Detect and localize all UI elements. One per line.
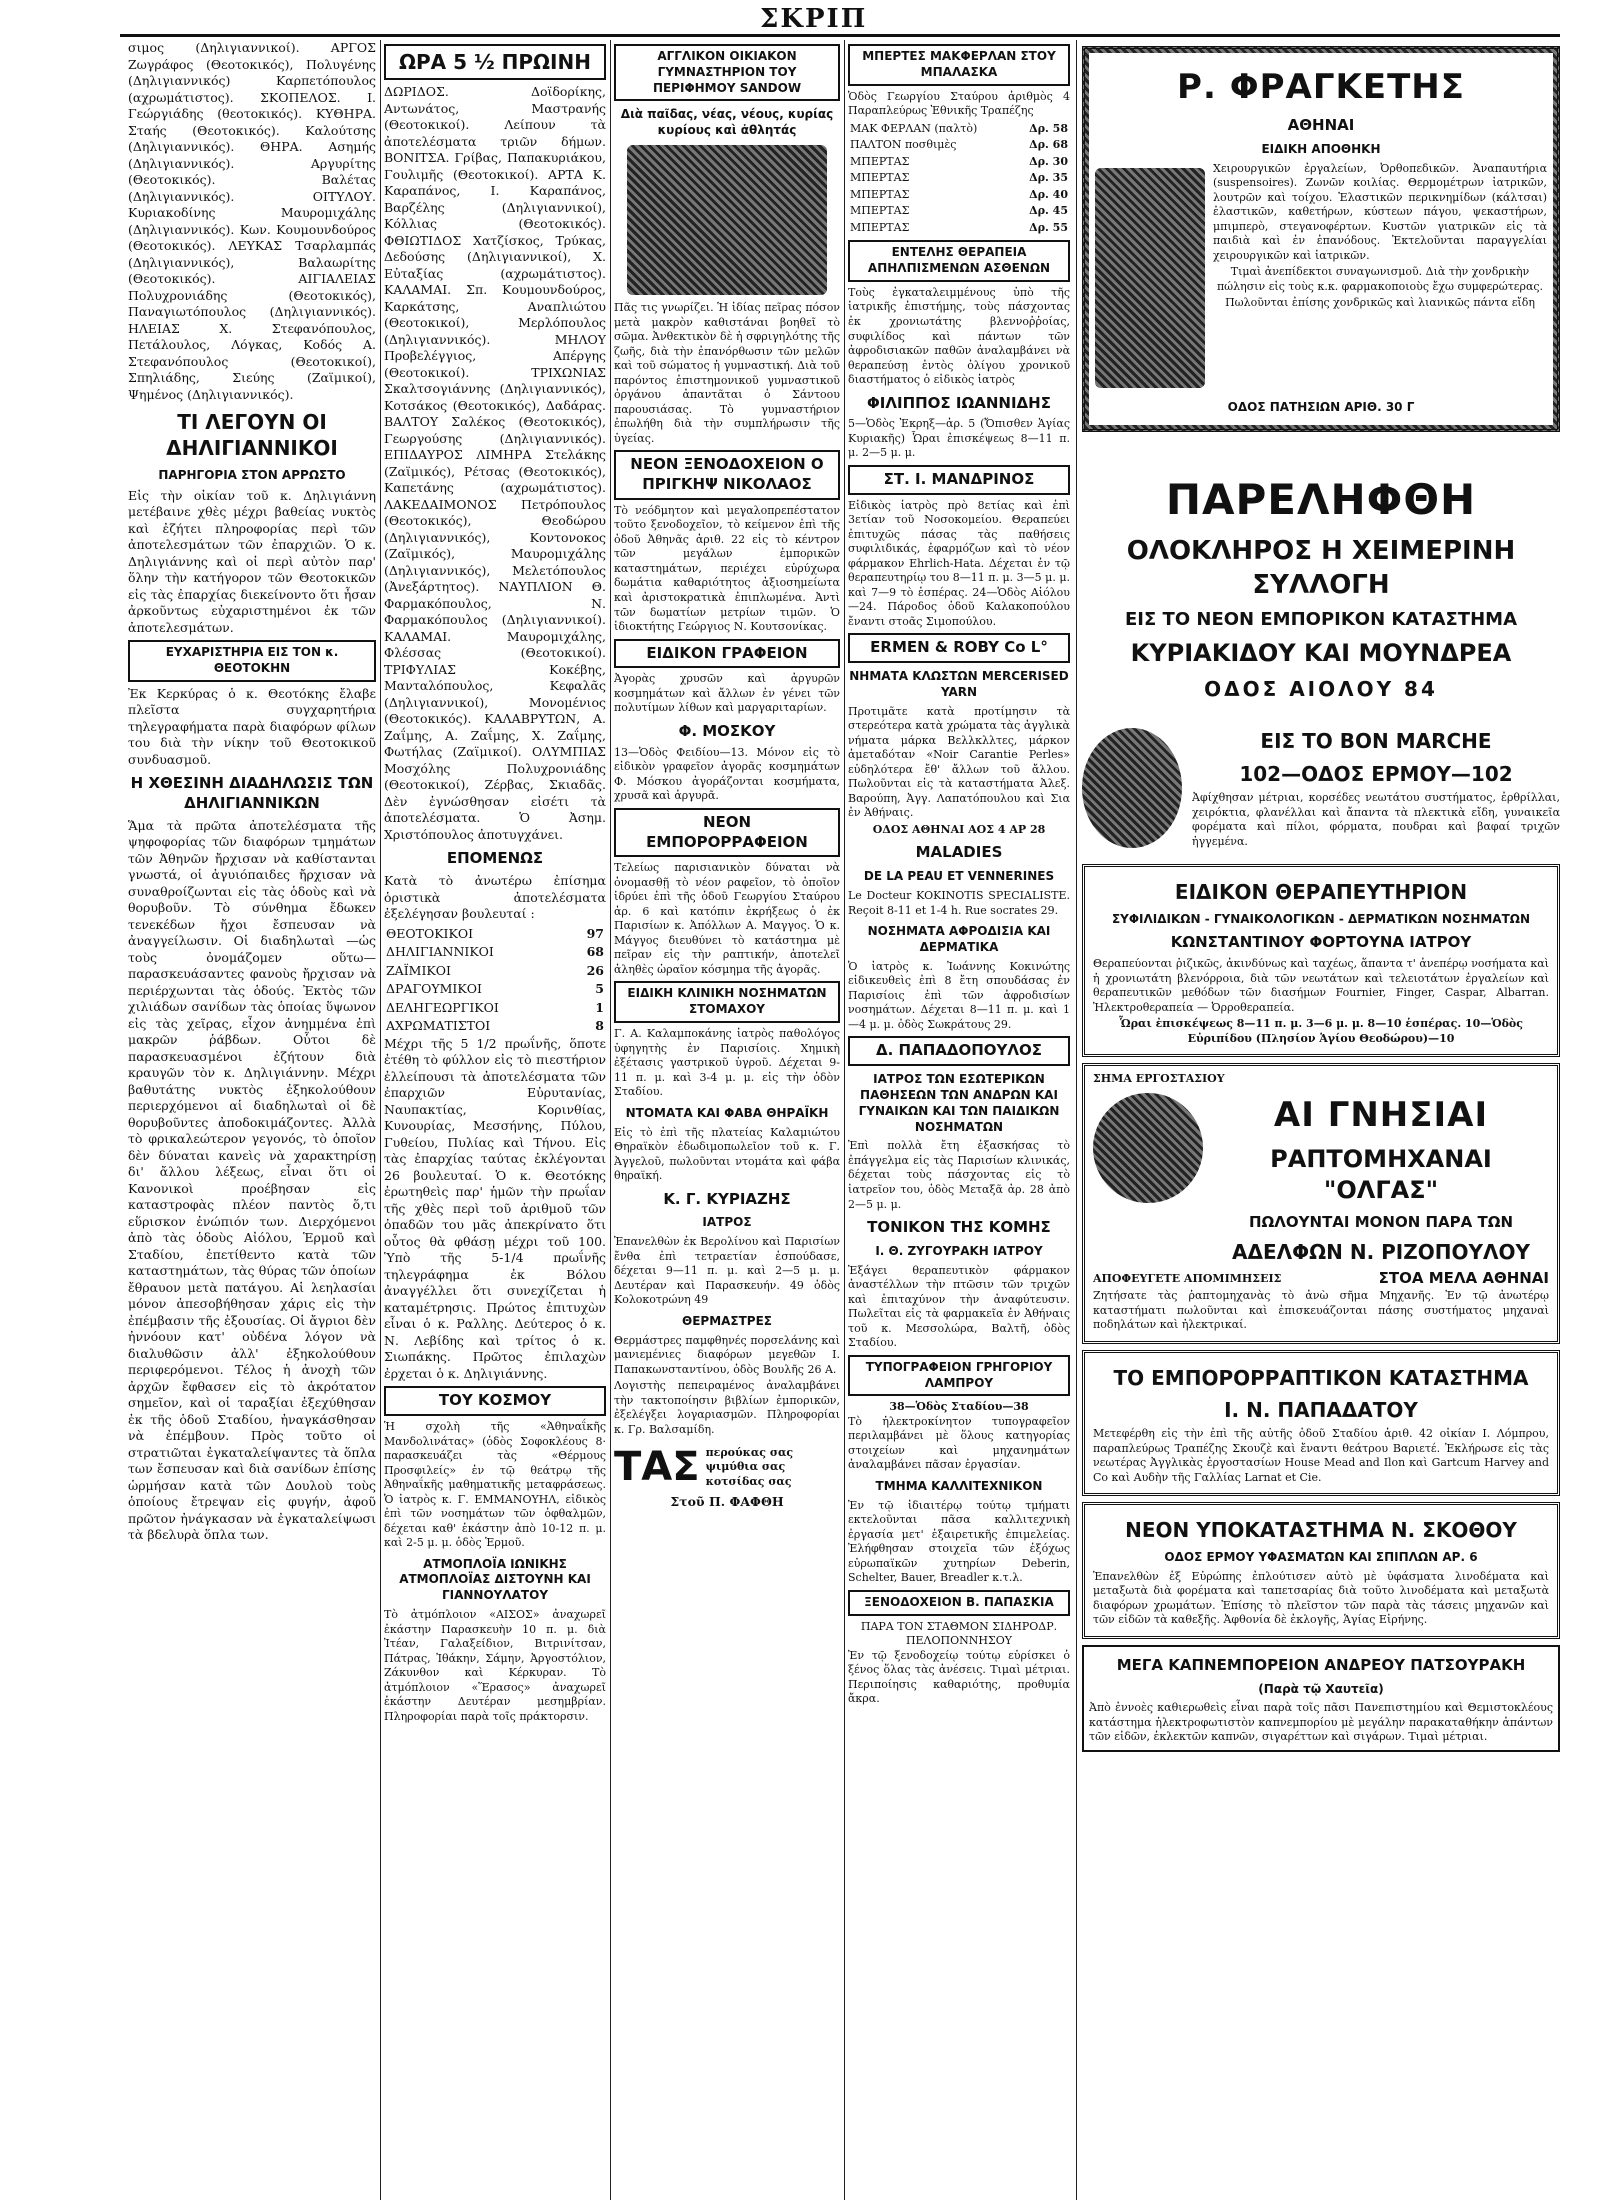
raptomichanai-line5: ΣΤΟΑ ΜΕΛΑ ΑΘΗΝΑΙ [1378,1269,1549,1288]
tas-ad [614,1441,840,1494]
pareliftheh-line4: ΚΥΡΙΑΚΙΔΟΥ ΚΑΙ ΜΟΥΝΔΡΕΑ [1130,639,1512,668]
papadatou-title: ΤΟ ΕΜΠΟΡΟΡΡΑΠΤΙΚΟΝ ΚΑΤΑΣΤΗΜΑ [1113,1365,1529,1390]
table-row [848,170,1070,187]
table-row [384,943,606,962]
party-name: ΘΕΟΤΟΚΙΚΟΙ [386,925,474,941]
ad-fragketis-inner [1089,53,1553,425]
party-name: ΖΑΪΜΙΚΟΙ [386,962,451,978]
headline-maladies: MALADIES [915,843,1003,862]
fragketis-city: ΑΘΗΝΑΙ [1287,115,1355,134]
table-row [848,220,1070,237]
article-text: Εἰς τὸ ἐπὶ τῆς πλατείας Καλαμιώτου Θηραϊκὸν ἐδωδιμοπωλεῖον τοῦ κ. Γ. Ἀγγελοῦ, πωλοῦνται ντομάτα καὶ φάβα θηραϊκή. [614,1125,840,1183]
raptomichanai-text [1213,1087,1549,1269]
article-text: Τὸ ἀτμόπλοιον «ΑΙΣΟΣ» ἀναχωρεῖ ἐκάστην Παρασκευὴν 10 π. μ. διὰ Ἰτέαν, Γαλαξείδιον, Βιτρινίτσαν, Πάτρας, Ἰθάκην, Σάμην, Ἀργοστόλιον, Ζάκυνθον καὶ Κέρκυραν. Τὸ ἀτμόπλοιον «Ἕρασος» ἀναχωρεῖ ἑκάστην Δευτέραν μεσημβρίαν. Πληροφορίαι παρὰ τοῖς πράκτορσιν. [384,1608,606,1723]
corset-illustration [1095,168,1205,388]
article-text: Ζητήσατε τὰς ῥαπτομηχανὰς τὸ ἀνὼ σῆμα Μηχανῆς. Ἐν τῷ ἀνωτέρῳ καταστήματι πωλοῦνται καὶ ἐπισκευάζονται πάσης συστήματος μηχαναὶ ποδηλάτων καὶ ἠλεκτρικαί. [1093,1289,1549,1332]
article-text: Ἡ σχολὴ τῆς «Ἀθηναΐκῆς Μανδολινάτας» (ὁδὸς Σοφοκλέους 8· παρασκευάζει τὰς «Θέρμους Προσφιλείς» ἐν τῷ θεάτρῳ τῆς Ἀθηναΐκῆς μαθηματικῆς μεταφράσεως. Ὁ ἰατρὸς κ. Γ. ΕΜΜΑΝΟΥΗΛ, εἰδικὸς ἐπὶ τῶν νοσημάτων τῶν ὀφθαλμῶν, δέχεται καθ' ἑκάστην ἀπὸ 10-12 π. μ. καὶ 2-5 μ. μ. ὁδὸς Ἑρμοῦ. [384,1419,606,1550]
results-text: ΔΩΡΙΔΟΣ. Δοϊδορίκης, Αντωνάτος, Μαστρανής (Θεοτοκικοί). Λείπουν τὰ ἀποτελέσματα τριῶν δήμων. ΒΟΝΙΤΣΑ. Γρίβας, Παπακυριάκου, Γουλιμῆς (Θεοτοκικοί). ΑΡΤΑ Κ. Καραπάνος, Ι. Καραπάνος, Βαρζέλης (Δηλιγιαννικοί), Κόλλιας (Θεοτοκικός). ΦΘΙΩΤΙΔΟΣ Χατζίσκος, Τρύκας, Δεδούσης (Δηλιγιαννικοί), Χ. Εὐταξίας (αχρωμάτιστος). ΚΑΛΑΜΑΙ. Σπ. Κουμουνδούρος, Καρκάτσης, Αναπλιώτου (Θεοτοκικοί), Μερλόπουλος (Δηλιγιαννικός). ΜΗΛΟΥ Προβελέγγιος, Απέργης (Θεοτοκικοί). ΤΡΙΧΩΝΙΑΣ Σκαλτσογιάννης (Δηλιγιαννικός), Κοτσάκος (Θεοτοκικός), Δαδάρας. ΒΑΛΤΟΥ Σαλέκος (Θεοτοκικός), Γεωργούσης (Δηλιγιαννικός). ΕΠΙΔΑΥΡΟΣ ΛΙΜΗΡΑ Στελάκης (Ζαϊμικός), Ρέτσας (Θεοτοκικός), Καπετάνης (αχρωμάτιστος). ΛΑΚΕΔΑΙΜΟΝΟΣ Πετρόπουλος (Θεοτοκικός), Θεοδώρου (Δηλιγιαννικός), Κοντονοκος (Ζαϊμικός), Μαυρομιχάλης (Δηλιγιαννικός), Μελετόπουλος (Ἀνεξάρτητος). ΝΑΥΠΛΙΟΝ Θ. Φαρμακόπουλος, Ν. Φαρμακόπουλος (Δηλιγιαννικοί). ΚΑΛΑΜΑΙ. Μαυρομιχάλης, Φλέσσας (Θεοτοκικοί). ΤΡΙΦΥΛΙΑΣ Κοκέβης, Μανταλόπουλος, Κεφαλᾶς (Δηλιγιαννικοί), Μονομένιος (Θεοτοκικός). ΚΑΛΑΒΡΥΤΩΝ, Α. Ζαΐμης, Α. Ζαΐμης, Χ. Ζαΐμης, Φωτήλας (Ζαϊμικοί). ΟΛΥΜΠΙΑΣ Μοσχόλης Πολυχρονιάδης (Θεοτοκικοί), Ζέρβας, Σκιαδᾶς. Δὲν ἐγνώσθησαν εἰσέτι τὰ ἀποτελέσματα. Ὁ Ἀσημ. Χριστόπουλος ἀποτυγχάνει. [384,84,606,842]
name-ioannidis: ΦΙΛΙΠΠΟΣ ΙΩΑΝΝΙΔΗΣ [867,393,1051,412]
ad-pareliftheh [1082,472,1560,702]
article-text: Χειρουργικῶν ἐργαλείων, Ὀρθοπεδικῶν. Ἀναπαυτήρια (suspensoires). Ζωνῶν κοιλίας. Θερμομέτρων ἰατρικῶν, λουτρῶν καὶ τοίχου. Ἐλαστικῶν περικνημίδων (κάλτσαι) ἐλαστικῶν, καθετήρων, κύστεων πάγου, ψεκαστήρων, μπιμπερὸ, στεγανοφέρτων. Κυστῶν γιατρικῶν εἰς τὰ παιδιὰ καὶ ἐν ἐπανόδους. Ἐκτελοῦνται παραγγελίαι χειρουργικῶν καὶ ἰατρικῶν. [1213,161,1547,262]
name-zygouraki: Ι. Θ. ΖΥΓΟΥΡΑΚΗ ΙΑΤΡΟΥ [875,1243,1043,1258]
table-row [848,137,1070,154]
pareliftheh-line5: ΟΔΟΣ ΑΙΟΛΟΥ 84 [1204,676,1438,701]
headline-diadilosis: Η ΧΘΕΣΙΝΗ ΔΙΑΔΗΛΩΣΙΣ ΤΩΝ ΔΗΛΙΓΙΑΝΝΙΚΩΝ [130,774,374,813]
seat-count: 8 [595,1018,604,1034]
subhead-parigoria: ΠΑΡΗΓΟΡΙΑ ΣΤΟΝ ΑΡΡΩΣΤΟ [158,467,346,482]
headline-papaskia: ΞΕΝΟΔΟΧΕΙΟΝ Β. ΠΑΠΑΣΚΙΑ [848,1590,1070,1616]
table-row [848,154,1070,171]
article-text: Πᾶς τις γνωρίζει. Ἡ ἰδίας πεῖρας πόσον μετὰ μακρὸν καθιστάναι βοηθεῖ τὸ σῶμα. Ἀνθεκτικὸν δὲ ἡ σφριγηλότης τῆς ζωῆς, διὰ τὴν ἐπανόρθωσιν τῶν μελῶν καὶ τοῦ σώματος ἡ γυμναστική. Διὰ τοῦ παρόντος ἐπιστημονικοῦ γυμναστικοῦ ὀργάνου ἀπαντᾶται ὁ Σάντοου παρουσιάσας. Τὸ γυμναστήριον ἐπωλήθη διὰ τὴν συμπλήρωσιν τῆς ὑγείας. [614,301,840,445]
table-row [848,203,1070,220]
article-text: Ἐκ Κερκύρας ὁ κ. Θεοτόκης ἔλαβε πλεῖστα συγχαρητήρια τηλεγραφήματα παρὰ διαφόρων φίλων του διὰ τὴν νίκην τοῦ Θεοτοκικοῦ συνδυασμοῦ. [128,685,376,767]
article-text: Le Docteur KOKINOTIS SPECIALISTE. Reçoit 8-11 et 1-4 h. Rue socrates 29. [848,889,1070,917]
headline-atmoploia: ΑΤΜΟΠΛΟΪΑ ΙΩΝΙΚΗΣ ΑΤΜΟΠΛΟΪΑΣ ΔΙΣΤΟΥΝΗ ΚΑΙ ΓΙΑΝΝΟΥΛΑΤΟΥ [399,1556,591,1603]
raptomichanai-left: ΑΠΟΦΕΥΓΕΤΕ ΑΠΟΜΙΜΗΣΕΙΣ [1093,1271,1282,1285]
papadatou-name: Ι. Ν. ΠΑΠΑΔΑΤΟΥ [1224,1397,1418,1422]
seat-count: 68 [586,944,604,960]
article-text: Ἐν τῷ ξενοδοχείῳ τούτῳ εὑρίσκει ὁ ξένος ὅλας τὰς ἀνέσεις. Τιμαὶ μέτριαι. Περιποίησις καθαριότης, προθυμία ἄκρα. [848,1648,1070,1706]
article-text: Ἐπανελθὼν ἐξ Εὐρώπης ἐπλούτισεν αὐτὸ μὲ ὑφάσματα λινοδέματα καὶ μεταξωτὰ διὰ φορέματα καὶ ταπετσαρίας διὰ τοῦτο λινοδέματα καὶ μεταξωτὰ διαφόρων χρωμάτων. Ἐπίσης τὸ πλεῖστον τῶν παρὰ τὰς τάσεις μηχανῶν καὶ τῶν εἰδῶν τὰ καθεξῆς. Ἀφθονία δὲ ἐκλογῆς, Ἁγίας Εἰρήνης. [1093,1569,1549,1627]
table-row [384,925,606,944]
article-text: Ἀπὸ ἐννοὲς καθιερωθεὶς εἶναι παρὰ τοῖς πᾶσι Πανεπιστημίου καὶ Θεμιστοκλέους κατάστημα ἡλεκτροφωτιστὸν καπνεμπορίου μὲ μεγάλην παρακαταθήκην ἁπάντων τῶν εἰδῶν, ἐκλεκτῶν καπνῶν, σιγαρέττων καὶ σιγάρων. Τιμαὶ μέτριαι. [1089,1701,1553,1744]
price-value: Δρ. 68 [1029,138,1068,152]
name-mandrinos: ΣΤ. Ι. ΜΑΝΔΡΙΝΟΣ [848,465,1070,495]
headline-tmima: ΤΜΗΜΑ ΚΑΛΛΙΤΕΧΝΙΚΟΝ [875,1478,1043,1493]
column-3 [614,40,840,2200]
pareliftheh-line2: ΟΛΟΚΛΗΡΟΣ Η ΧΕΙΜΕΡΙΝΗ ΣΥΛΛΟΓΗ [1126,535,1516,601]
tas-line: ψιμύθια σας [705,1460,786,1474]
ad-fragketis [1082,46,1560,432]
seat-count: 26 [586,962,604,978]
portrait-illustration [1082,728,1182,848]
skothou-title: ΝΕΟΝ ΥΠΟΚΑΤΑΣΤΗΜΑ Ν. ΣΚΟΘΟΥ [1125,1518,1517,1543]
seat-count: 5 [595,981,604,997]
article-text: Γ. Α. Καλαμποκάνης ἰατρὸς παθολόγος ὑφηγητὴς ἐν Παρισίοις. Χημικὴ ἐξέτασις γαστρικοῦ ὑγροῦ. Δέχεται 9-11 π. μ. καὶ 3-4 μ. μ. εἰς τὴν ὁδὸν Σταδίου. [614,1027,840,1099]
subhead-nimata: ΝΗΜΑΤΑ ΚΛΩΣΤΩΝ MERCERISED YARN [849,669,1069,699]
ad-patsouraki [1082,1645,1560,1752]
seat-count: 97 [586,925,604,941]
price-item: ΜΠΕΡΤΑΣ [850,171,910,185]
price-value: Δρ. 58 [1029,121,1068,135]
article-text: Ὁδὸς Γεωργίου Σταύρου ἀριθμὸς 4 Παραπλεύρως Ἐθνικῆς Τραπέζης [848,89,1070,118]
article-text: Ἅμα τὰ πρῶτα ἀποτελέσματα τῆς ψηφοφορίας τῶν διαφόρων τμημάτων τῶν Ἀθηνῶν ἤρχισαν νὰ καθίστανται γνωστά, οἱ ἀγυιόπαιδες ἤρχισαν νὰ συναθροίζωνται εἰς τὰς ὁδοὺς καὶ νὰ θορυβοῦν. Τὸ σύνθημα ἔδωκεν τενεκέδων ἤχοι ἔσπευσαν νὰ ἀναγγείλωσιν. Οἱ διαδηλωταὶ —ὡς τοὺς ὀνομάζομεν οὕτω— παρασκευάσαντες φανοὺς ἤρχισαν νὰ περιέρχωνται τὰς ὁδούς. Ἐκτὸς τῶν χιλιάδων σανίδων τὰς ὁποίας ὕψωνον εἰς τὰς χεῖρας, εἶχον ἀνημμένα ἐπὶ μακρῶν ῥάβδων. Οὗτοι δὲ παρασκευασμένοι ἐζήτουν διὰ κραυγῶν τὸν κ. Δηλιγιάννην. Μέχρι βαθυτάτης νυκτὸς ἐξηκολούθουν περιερχόμενοι αἱ διαδηλωταὶ οἱ δὲ θορυβοῦντες ἀποδοκιμάζοντες. Ἀλλὰ τὸ φρικαλεώτερον γεγονός, τὸ ὁποῖον δὲν δύναται κανεὶς νὰ χαρακτηρίσῃ δι' ἄλλου λέξεως, εἶναι ὅτι οἱ Κανονικοὶ προέβησαν εἰς καταστροφὰς πλέον παντὸς ὅ,τι εὕρισκον ἐνώπιόν των. Διερχόμενοι ἀπὸ τὰς ὁδοὺς Αἰόλου, Ἑρμοῦ καὶ Σταδίου, ἐπετίθεντο κατὰ τῶν καταστημάτων, τὰς θύρας τῶν ὁποίων ἔθραυον μετὰ πατάγου. Αἱ λεηλασίαι μόνον ἀπεσοβήθησαν χάρις εἰς τὴν ἐπέμβασιν τῆς ἐξουσίας. Οἱ ἄγριοι δὲν ἠννόουν κατ' οὐδένα λόγον νὰ διαλυθῶσιν ἀλλ' ἐξηκολούθουν περιφερόμενοι. Τέλος ἡ ἀνοχὴ τῶν ἀρχῶν ἔφθασεν εἰς τὸ ἀκρότατον σημεῖον, καὶ οἱ ταραξίαι ἐξεχύθησαν ἐκ τῆς ὁδοῦ Σταδίου, ἠναγκάσθησαν νὰ ἐπέμβουν. Πρὸς τοῦτο οἱ στρατιῶται ἐγκαταλείψαντες τὰ ὅπλα των ἔσπευσαν καὶ διὰ σανίδων ἐπίσης ὡρμήσαν κατὰ τῶν Δουλοὺ τοὺς ὁποίους ἔτρεψαν εἰς φυγήν, ἀφοῦ πρῶτον ἠνάγκασαν νὰ ἐγκαταλείψωσι τὰ βδελυρὰ ὅπλα των. [128,817,376,1543]
column-1 [128,40,376,2200]
headline-sandow: ΑΓΓΛΙΚΟΝ ΟΙΚΙΑΚΟΝ ΓΥΜΝΑΣΤΗΡΙΟΝ ΤΟΥ ΠΕΡΙΦΗΜΟΥ SANDOW [614,44,840,101]
article-text: Θεραπεύονται ῥιζικῶς, ἀκινδύνως καὶ ταχέως, ἅπαντα τ' ἀνεπέρῳ νοσήματα καὶ ἡ χρονιωτάτη βλενόρροια, διὰ τῶν νεωτάτων καὶ τελειοτάτων ἐργαλείων καὶ θεραπευτικῶν μεθόδων τῶν διασήμων Fournier, Finger, Caspar, Albarran. Ἠλεκτροθεραπεία — Ὀρροθεραπεία. [1093,957,1549,1014]
party-name: ΔΗΛΙΓΙΑΝΝΙΚΟΙ [386,944,494,960]
raptomichanai-bottom [1093,1269,1549,1289]
headline-typografeion: ΤΥΠΟΓΡΑΦΕΙΟΝ ΓΡΗΓΟΡΙΟΥ ΛΑΜΠΡΟΥ [848,1355,1070,1397]
column-rule [380,40,381,2200]
table-row [384,980,606,999]
article-text: Ἐξάγει θεραπευτικὸν φάρμακον ἀναστέλλων τὴν πτῶσιν τῶν τριχῶν καὶ ἐπιταχύνον τὴν ἀναφύτευσιν. Πωλεῖται εἰς τὰ φαρμακεῖα ἐν Ἀθήναις τοῦ κ. Μεσσολώρα, Βαλτῆ, ὁδὸς Σταδίου. [848,1263,1070,1350]
article-text: Ὁ ἰατρὸς κ. Ἰωάννης Κοκινώτης εἰδικευθεὶς ἐπὶ 8 ἔτη σπουδάσας ἐν Παρισίοις ἐπὶ τῶν ἀφροδισίων νοσημάτων. Δέχεται 8—11 π. μ. καὶ 1—4 μ. μ. ὁδὸς Σωκράτους 29. [848,959,1070,1031]
skothou-sub: ΟΔΟΣ ΕΡΜΟΥ ΥΦΑΣΜΑΤΩΝ ΚΑΙ ΣΠΙΠΛΩΝ ΑΡ. 6 [1164,1549,1478,1564]
ad-skothou [1082,1502,1560,1638]
party-name: ΔΕΛΗΓΕΩΡΓΙΚΟΙ [386,999,499,1015]
headline-nosimata: ΝΟΣΗΜΑΤΑ ΑΦΡΟΔΙΣΙΑ ΚΑΙ ΔΕΡΜΑΤΙΚΑ [867,924,1051,954]
headline-ti-legoun: ΤΙ ΛΕΓΟΥΝ ΟΙ ΔΗΛΙΓΙΑΝΝΙΚΟΙ [166,410,338,461]
column-4 [848,40,1070,2200]
price-value: Δρ. 55 [1029,220,1068,234]
ad-raptomichanai [1082,1063,1560,1343]
masthead-title: ΣΚΡΙΠ [760,4,868,34]
seat-count: 1 [595,999,604,1015]
column-rule [610,40,611,2200]
price-value: Δρ. 45 [1029,204,1068,218]
table-row [384,1017,606,1036]
results-table [384,925,606,1036]
column-5 [1082,40,1560,2200]
party-name: ΔΡΑΓΟΥΜΙΚΟΙ [386,981,482,997]
article-text: Εἰς τὴν οἰκίαν τοῦ κ. Δηλιγιάννη μετέβαινε χθὲς μέχρι βαθείας νυκτὸς καὶ ἐζήτει πληροφορίας περὶ τῶν ἀποτελεσμάτων τῶν ἐπαρχιῶν. Ὁ κ. Δηλιγιάννης καὶ οἱ περὶ αὐτὸν παρ' ὅλην τὴν κατήγορον τῶν Θεοτοκικῶν εἰς τὰς ἐπαρχίας διεκείνοντο ὅτι ἦσαν ἀρκοῦντως εὐχαριστημένοι ἐκ τῶν ἀποτελεσμάτων. [128,487,376,635]
address-line: ΟΔΟΣ ΑΘΗΝΑΙ ΑΟΣ 4 ΑΡ 28 [872,822,1046,836]
raptomichanai-content [1093,1087,1549,1269]
tas-line: κοτσίδας σας [705,1474,792,1488]
price-item: ΜΠΕΡΤΑΣ [850,220,910,234]
raptomichanai-line2: ΡΑΠΤΟΜΗΧΑΝΑΙ "ΟΛΓΑΣ" [1270,1144,1492,1205]
headline-mpertes: ΜΠΕΡΤΕΣ ΜΑΚΦΕΡΛΑΝ ΣΤΟΥ ΜΠΑΛΑΣΚΑ [848,44,1070,86]
seal-illustration [1093,1093,1203,1203]
pareliftheh-line1: ΠΑΡΕΛΗΦΘΗ [1165,475,1477,525]
headline-iatros-esoterikon: ΙΑΤΡΟΣ ΤΩΝ ΕΣΩΤΕΡΙΚΩΝ ΠΑΘΗΣΕΩΝ ΤΩΝ ΑΝΔΡΩΝ ΚΑΙ ΓΥΝΑΙΚΩΝ ΚΑΙ ΤΩΝ ΠΑΙΔΙΚΩΝ ΝΟΣΗΜΑΤΩΝ [858,1072,1060,1134]
headline-kliniki: ΕΙΔΙΚΗ ΚΛΙΝΙΚΗ ΝΟΣΗΜΑΤΩΝ ΣΤΟΜΑΧΟΥ [614,981,840,1023]
subhead-stathmon: ΠΑΡΑ ΤΟΝ ΣΤΑΘΜΟΝ ΣΙΔΗΡΟΔΡ. ΠΕΛΟΠΟΝΝΗΣΟΥ [860,1619,1058,1648]
therapeutirion-sub: ΣΥΦΙΛΙΔΙΚΩΝ - ΓΥΝΑΙΚΟΛΟΓΙΚΩΝ - ΔΕΡΜΑΤΙΚΩΝ ΝΟΣΗΜΑΤΩΝ [1111,911,1531,926]
article-text: Τελείως παρισιανικὸν δύναται νὰ ὀνομασθῇ τὸ νέον ραφεῖον, τὸ ὁποῖον ἱδρύει ἐπὶ τῆς ὁδοῦ Γεωργίου Σταύρου ἀρ. 6 καὶ κατόπιν ἐκρήξεως ὁ ἐκ Παρισίων κ. Ἀπόλλων Α. Μαγγος. Ὁ κ. Μάγγος διευθύνει τὸ κατάστημα μὲ πεῖραν εἰς τὴν ραπτικήν, ἀποτελεῖ ἀληθὲς ὡραῖον κόσμημα τῆς ἀγορᾶς. [614,861,840,976]
tas-foot: Στοῦ Π. ΦΑΦΘΗ [670,1494,784,1510]
article-text: Εἰδικὸς ἰατρὸς πρὸ 8ετίας καὶ ἐπὶ 3ετίαν τοῦ Νοσοκομείου. Θεραπεύει ἐπιτυχῶς πάσας τὰς παθήσεις συφιλιδικάς, ἐφαρμόζων καὶ τὸ νέον φάρμακον Ehrlich-Hata. Δέχεται ἐν τῷ θεραπευτηρίῳ του 8—11 π. μ. 3—5 μ. μ. καὶ 7—9 τὸ ἑσπέρας. 24—Ὁδὸς Αἰόλου—24. Πάροδος ὁδοῦ Καλακοπούλου ἔναντι στοᾶς Σιμοπούλου. [848,498,1070,628]
raptomichanai-badge: ΣΗΜΑ ΕΡΓΟΣΤΑΣΙΟΥ [1093,1072,1225,1086]
article-text: Ἐπανελθὼν ἐκ Βερολίνου καὶ Παρισίων ἔνθα ἐπὶ τετραετίαν ἐσπούδασε, δέχεται 9—11 π. μ. καὶ 2—5 μ. μ. Δευτέραν καὶ Παρασκευήν. 49 ὁδὸς Κολοκοτρώνη 49 [614,1235,840,1307]
patsouraki-sub: (Παρὰ τῷ Χαυτεῖα) [1258,1681,1384,1696]
column-rule [844,40,845,2200]
tas-lines [706,1446,794,1490]
therapeutirion-name: ΚΩΝΣΤΑΝΤΙΝΟΥ ΦΟΡΤΟΥΝΑ ΙΑΤΡΟΥ [1170,933,1472,952]
sandow-illustration [627,145,827,295]
patsouraki-title: ΜΕΓΑ ΚΑΠΝΕΜΠΟΡΕΙΟΝ ΑΝΔΡΕΟΥ ΠΑΤΣΟΥΡΑΚΗ [1116,1655,1526,1674]
table-row [384,962,606,981]
pareliftheh-line3: ΕΙΣ ΤΟ ΝΕΟΝ ΕΜΠΟΡΙΚΟΝ ΚΑΤΑΣΤΗΜΑ [1124,609,1517,631]
fragketis-address: ΟΔΟΣ ΠΑΤΗΣΙΩΝ ΑΡΙΘ. 30 Γ [1227,399,1415,414]
tas-line: περούκας σας [705,1445,794,1459]
raptomichanai-line1: ΑΙ ΓΝΗΣΙΑΙ [1273,1094,1489,1135]
fragketis-text [1213,162,1547,394]
table-row [848,187,1070,204]
headline-ora: ΩΡΑ 5 ½ ΠΡΩΙΝΗ [384,44,606,80]
headline-epomenos: ΕΠΟΜΕΝΩΣ [446,849,544,868]
name-moskou: Φ. ΜΟΣΚΟΥ [678,721,776,740]
column-rule [1076,40,1077,2200]
results-intro: Κατὰ τὸ ἀνωτέρω ἐπίσημα ὁριστικὰ ἀποτελέσματα ἐξελέγησαν βουλευταί : [384,873,606,922]
article-text: Ὧραι ἐπισκέψεως 8—11 π. μ. 3—6 μ. μ. 8—10 ἑσπέρας. 10—Ὁδὸς Εὐριπίδου (Πλησίον Ἁγίου Θεοδώρου)—10 [1119,1017,1523,1045]
table-row [848,121,1070,138]
article-text: Λογιστὴς πεπειραμένος ἀναλαμβάνει τὴν τακτοποίησιν βιβλίων ἐμπορικῶν, ἐξελέγξει λογαριασμῶν. Πληροφορίαι κ. Γρ. Βαλσαμίδη. [614,1379,840,1436]
column-2 [384,40,606,2200]
price-item: ΠΑΛΤΟΝ ποσθιμὲς [850,138,957,152]
bon-marche-title: ΕΙΣ ΤΟ BON MARCHE [1260,729,1492,754]
tas-big: ΤΑΣ [614,1444,700,1491]
party-name: ΑΧΡΩΜΑΤΙΣΤΟΙ [386,1018,491,1034]
article-text: Τὸ ἠλεκτροκίνητον τυπογραφεῖον περιλαμβάνει μὲ ὅλους κατηγορίας στοιχείων καὶ μηχανημάτων ἀναλαμβάνει πᾶσαν ἐργασίαν. [848,1414,1070,1472]
price-item: ΜΠΕΡΤΑΣ [850,154,910,168]
article-text: Τιμαὶ ἀνεπίδεκτοι συναγωνισμοῦ. Διὰ τὴν χονδρικὴν πώλησιν εἰς τοὺς κ.κ. φαρμακοποιοὺς ἔχω συμφερώτερας. [1216,265,1544,293]
article-text: Ἀγορὰς χρυσῶν καὶ ἀργυρῶν κοσμημάτων καὶ ἄλλων ἐν γένει τῶν πολυτίμων λίθων καὶ μαργαριταρίων. [614,672,840,715]
article-text: Τὸ νεόδμητον καὶ μεγαλοπρεπέστατον τοῦτο ξενοδοχεῖον, τὸ κείμενον ἐπὶ τῆς ὁδοῦ Ἀθηνᾶς ἀριθ. 22 εἰς τὸ κέντρον τῶν μεγάλων ἐμπορικῶν καταστημάτων, περιέχει εὐρύχωρα δωμάτια καθαριότητος ἀξιοσημείωτα καὶ ἀριστοκρατικὰ ἐπιπλωμένα. Ἀντὶ τῶν δωματίων μετρίων τιμῶν. Ὁ ἰδιοκτήτης Γεώργιος Ν. Κουτσονίκας. [614,503,840,634]
article-text: Μετεφέρθη εἰς τὴν ἐπὶ τῆς αὐτῆς ὁδοῦ Σταδίου ἀριθ. 42 οἰκίαν I. Λόμπρου, παραπλεύρως Τραπέζης Σκουζὲ καὶ ἔναντι θεάτρου Βαριετέ. Ἐκλήρωσε εἰς τὰς νεωτέρας Ἀγγλικὰς ἐργοστασίων House Mead and Ilon καὶ Gartcum Harvey and Co καὶ Αυδὴν τῆς Γαλλίας Larnat et Cie. [1093,1427,1549,1484]
headline-efcharistiria: ΕΥΧΑΡΙΣΤΗΡΙΑ ΕΙΣ ΤΟΝ κ. ΘΕΟΤΟΚΗΝ [128,640,376,682]
bon-marche-text [1192,722,1560,854]
headline-toniko: ΤΟΝΙΚΟΝ ΤΗΣ ΚΟΜΗΣ [867,1218,1051,1237]
price-item: ΜΠΕΡΤΑΣ [850,204,910,218]
article-text: Πωλοῦνται ἐπίσης χονδρικῶς καὶ λιανικῶς πάντα εἴδη [1225,296,1535,310]
price-item: ΜΠΕΡΤΑΣ [850,187,910,201]
price-table [848,121,1070,237]
raptomichanai-line3: ΠΩΛΟΥΝΤΑΙ ΜΟΝΟΝ ΠΑΡΑ ΤΩΝ [1248,1213,1513,1232]
article-text: Προτιμᾶτε κατὰ προτίμησιν τὰ στερεότερα κατὰ χρώματα τὰς ἀγγλικὰ νήματα μάρκα Βελλκλλτες, μάρκον ἀμεταδόταν «Noir Carantie Perles» εὐδηλότερα ἔθ' ἄλλων τοῦ ἄλλου. Πωλοῦνται εἰς τὰ καταστήματα Ἀλεξ. Βαρούπη, Ἀγγ. Λαπατόπουλου καὶ Σια ἐν Ἀθήναις. [848,704,1070,820]
subhead-sandow: Διὰ παῖδας, νέας, νέους, κυρίας κυρίους καὶ ἀθλητάς [620,107,834,138]
headline-eidikon-grafeion: ΕΙΔΙΚΟΝ ΓΡΑΦΕΙΟΝ [614,639,840,669]
raptomichanai-line4: ΑΔΕΛΦΩΝ Ν. ΡΙΖΟΠΟΥΛΟΥ [1232,1239,1530,1264]
price-value: Δρ. 35 [1029,171,1068,185]
fragketis-content [1095,162,1547,394]
headline-xenodocheion: ΝΕΟΝ ΞΕΝΟΔΟΧΕΙΟΝ Ο ΠΡΙΓΚΗΨ ΝΙΚΟΛΑΟΣ [614,450,840,500]
price-value: Δρ. 40 [1029,187,1068,201]
article-text: Ἀφίχθησαν μέτριαι, κορσέδες νεωτάτου συστήματος, ἐρθρίλλαι, χειρόκτια, φλανέλλαι καὶ ἄπαντα τὰ πλεκτικὰ εἴδη, γυναικεῖα φορέματα καὶ πίλοι, φόρματα, πουδραι καὶ βαφαί τριχῶν ἠγγεμένα. [1192,790,1560,848]
name-papadopoulos: Δ. ΠΑΠΑΔΟΠΟΥΛΟΣ [848,1036,1070,1066]
election-list-text: σιμος (Δηλιγιαννικοί). ΑΡΓΟΣ Ζωγράφος (Θεοτοκικός), Πολυγένης (Δηλιγιαννικός) Καρπετόπουλος (αχρωμάτιστος). ΣΚΟΠΕΛΟΣ. Ι. Γεώργιάδης (θεοτοκικός). ΚΥΘΗΡΑ. Σταής (Θεοτοκικός). Καλούτσης (Δηλιγιαννικός). ΘΗΡΑ. Ασημής (Δηλιγιαννικός). Αργυρίτης (Θεοτοκικός). Βαλέτας (Δηλιγιαννικός). ΟΙΤΥΛΟΥ. Κυριακοδίνης Μαυρομιχάλης (Δηλιγιαννικός). Κων. Κουμουνδούρος (Θεοτοκικός). ΛΕΥΚΑΣ Τσαρλαμπάς (Δηλιγιαννικός), Βαλαωρίτης (Θεοτοκικός). ΑΙΓΙΑΛΕΙΑΣ Πολυχρονιάδης (Θεοτοκικός), Παναγιωτόπουλος (Δηλιγιαννικός). ΗΛΕΙΑΣ Χ. Στεφανόπουλος, Πετάλουλος, Λόγκας, Κοδός Α. Στεφανόπουλος (Θεοτοκικοί), Σπηλιάδης, Σιεύης (Ζαϊμικοί), Ψημένος (Δηλιγιαννικός). [128,40,376,402]
subhead-iatros: ΙΑΤΡΟΣ [702,1215,752,1230]
price-item: ΜΑΚ ΦΕΡΛΑΝ (παλτὸ) [850,121,978,135]
fragketis-sub: ΕΙΔΙΚΗ ΑΠΟΘΗΚΗ [1261,141,1381,156]
masthead [120,0,1560,37]
table-row [384,999,606,1018]
article-text: Ἐπὶ πολλὰ ἔτη ἐξασκήσας τὸ ἐπάγγελμα εἰς τὰς Παρισίων κλινικάς, δέχεται τοὺς πάσχοντας εἰς τὸ ἰατρεῖον του, ὁδὸς Μεταξᾶ ἀρ. 28 ἀπὸ 2—5 μ. μ. [848,1139,1070,1211]
article-text: Ἐν τῷ ἰδιαιτέρῳ τούτῳ τμήματι εκτελοῦνται πᾶσα καλλιτεχνικὴ ἐργασία μετ' ἐξαιρετικῆς ἐπιμελείας. Ἐλήφθησαν στοιχεῖα τῶν ἐξόχως εὐρωπαϊκῶν χυτηρίων Deberin, Schelter, Bauer, Breadler κ.τ.λ. [848,1498,1070,1585]
address-line: 38—Ὁδὸς Σταδίου—38 [889,1400,1029,1414]
headline-ntomata: ΝΤΟΜΑΤΑ ΚΑΙ ΦΑΒΑ ΘΗΡΑΪΚΗ [625,1105,829,1120]
headline-emporoRrafeion: ΝΕΟΝ ΕΜΠΟΡΟΡΡΑΦΕΙΟΝ [614,808,840,858]
headline-thermastres: ΘΕΡΜΑΣΤΡΕΣ [682,1313,772,1328]
bon-marche-address: 102—ΟΔΟΣ ΕΡΜΟΥ—102 [1239,761,1513,786]
article-text: 13—Ὁδὸς Φειδίου—13. Μόνον εἰς τὸ εἰδικὸν γραφεῖον ἀγορᾶς κοσμημάτων Φ. Μόσκου ἀγοράζονται κοσμήματα, χρυσᾶ καὶ ἀργυρᾶ. [614,745,840,803]
therapeutirion-title: ΕΙΔΙΚΟΝ ΘΕΡΑΠΕΥΤΗΡΙΟΝ [1174,880,1468,905]
price-value: Δρ. 30 [1029,154,1068,168]
article-text: Μέχρι τῆς 5 1/2 πρωΐνῆς, ὅποτε ἐτέθη τὸ φύλλον εἰς τὸ πιεστήριον ἐλλείπουσι τὰ ἀποτελέσματα τῶν ἐπαρχιῶν Εὐρυτανίας, Ναυπακτίας, Κορινθίας, Κυνουρίας, Μεσσήνης, Πύλου, Γυθείου, Πυλίας καὶ Τήνου. Εἰς τὰς ἐπαρχίας ταύτας ἐκλέγονται 26 βουλευταί. Ὁ κ. Θεοτόκης ἐρωτηθεὶς παρ' ἡμῶν τὴν πρωΐαν τῆς χθὲς περὶ τοῦ ἀριθμοῦ τῶν ὀπαδῶν του μᾶς ἀπεκρίνατο ὅτι οὗτος θὰ φθάσῃ μέχρι τοῦ 100. Ὑπὸ τῆς 5-1/4 πρωΐνῆς τηλεγράφημα ἐκ Βόλου ἀναγγέλλει ὅτι συνεχίζεται ἡ καταμέτρησις. Πρώτος ἐπιτυχὼν εἶναι ὁ κ. Ραλλης. Δεύτερος ὁ κ. Ν. Λεβίδης καὶ τρίτος ὁ κ. Σιωπάκης. Πρῶτος ἐπιλαχὼν ἐρχεται ὁ κ. Δηλιγιάννης. [384,1035,606,1381]
name-kyriazis: Κ. Γ. ΚΥΡΙΑΖΗΣ [663,1189,791,1208]
article-text: Τοὺς ἐγκαταλειμμένους ὑπὸ τῆς ἰατρικῆς ἐπιστήμης, τοὺς πάσχοντας ἐκ χρονιωτάτης βλεννοῤῥοίας, συφιλίδος καὶ πάντων τῶν ἀφροδισιακῶν παθῶν ἀναλαμβάνει νὰ θεραπεύσῃ ἐντὸς ὀλίγου χρονικοῦ διαστήματος ὁ εἰδικὸς ἰατρὸς [848,285,1070,387]
ad-papadatou [1082,1350,1560,1497]
ad-therapeutirion [1082,864,1560,1057]
headline-tou-kosmou: ΤΟΥ ΚΟΣΜΟΥ [384,1386,606,1416]
article-text: Θερμάστρες παμφθηνές πορσελάνης καὶ μανιεμένιες διαφόρων μεγεθῶν Ι. Παπακωνσταντίνου, ὁδὸς Βουλῆς 26 Α. [614,1333,840,1376]
article-text: 5—Ὁδὸς Ἐκρηξ—ἀρ. 5 (Ὄπισθεν Ἁγίας Κυριακῆς) Ὧραι ἐπισκέψεως 8—11 π. μ. 2—5 μ. μ. [848,417,1070,460]
ad-bon-marche [1082,722,1560,854]
headline-ermen-roby: ERMEN & ROBY Co L° [848,633,1070,663]
headline-therapeia: ΕΝΤΕΛΗΣ ΘΕΡΑΠΕΙΑ ΑΠΗΛΠΙΣΜΕΝΩΝ ΑΣΘΕΝΩΝ [848,240,1070,282]
fragketis-name: Ρ. ΦΡΑΓΚΕΤΗΣ [1177,67,1465,107]
headline-peau: DE LA PEAU ET VENNERINES [863,869,1055,884]
